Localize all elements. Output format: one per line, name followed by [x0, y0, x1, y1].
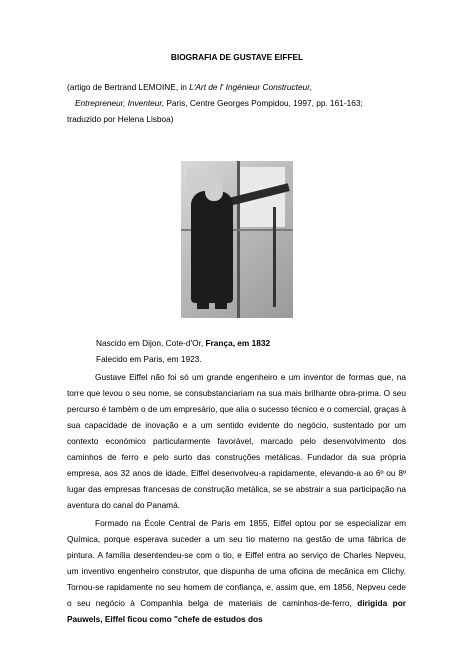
citation-details: Paris, Centre Georges Pompidou, 1997, pp. 161-163;	[164, 98, 363, 108]
paragraph-2-bold: dirigida por Pauwels, Eiffel ficou como "chefe de estudos dos	[67, 598, 406, 624]
document-title: BIOGRAFIA DE GUSTAVE EIFFEL	[170, 52, 304, 62]
birth-text: Nascido em Dijon, Cote-d'Or,	[96, 338, 206, 348]
paragraph-1: Gustave Eiffel não foi só um grande engenheiro e um inventor de formas que, na torre que levou o seu nome, se consubstanciariam na sua mais brilhante obra-prima. O seu percurso é também o de um empresário, que alia o sucesso técnico e o comercial, graças à sua capacidade de inovação e a um sentido evidente do negócio, sustentado por um contexto económico particularmente favorável, marcado pelo desenvolvimento dos caminhos de ferro e pelo surto das construções metálicas. Fundador da sua própria empresa, aos 32 anos de idade, Eiffel desenvolveu-a rapidamente, elevando-a ao 6º ou 8º lugar das empresas francesas de construção metálica, se se abstrair a sua participação na aventura do canal do Panamá.	[67, 372, 406, 510]
citation-work-title-cont: Entrepreneur, Inventeur,	[75, 98, 165, 108]
paragraph-2	[67, 515, 406, 627]
death-info: Falecido em Paris, em 1923.	[96, 354, 202, 364]
biography-body	[67, 369, 406, 627]
birth-country-year: França, em 1832	[205, 338, 271, 348]
citation-translator: traduzido por Helena Lisboa)	[67, 114, 174, 124]
portrait-photo	[181, 161, 293, 318]
paragraph-2-text: Formado na École Central de Paris em 1855, Eiffel optou por se especializar em Química, porque esperava suceder a um seu tio materno na gestão de uma fábrica de pintura. A família desentendeu-se com o tio, e Eiffel entra ao serviço de Charles Nepveu, um inventivo engenheiro construtor, que dispunha de uma oficina de mecânica em Clichy. Tornou-se rapidamente no seu homem de confiança, e, assim que, em 1856, Nepveu cede o seu negócio à Companhia belga de materiais de caminhos-de-ferro,	[67, 518, 406, 608]
citation	[67, 79, 417, 127]
citation-work-title: L'Art de l' Ingénieur Constructeur,	[189, 82, 312, 92]
birth-info	[96, 338, 270, 348]
citation-prefix: (artigo de Bertrand LEMOINE, in	[67, 82, 190, 92]
